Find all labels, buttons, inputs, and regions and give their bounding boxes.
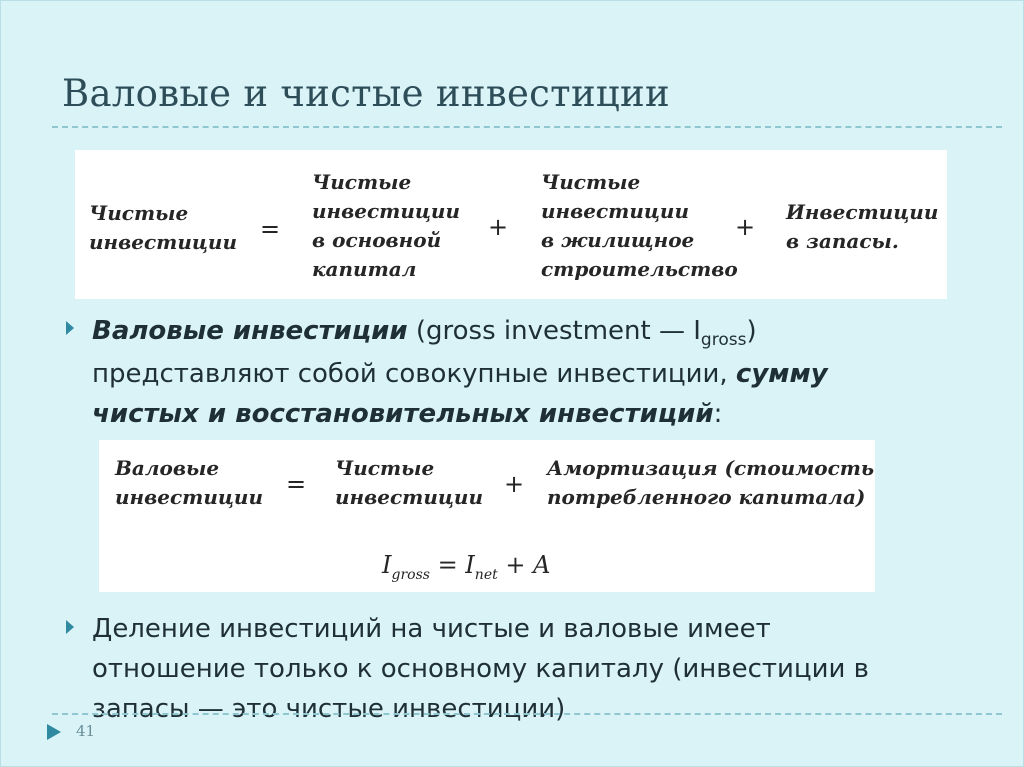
page-number: 41 bbox=[76, 722, 96, 740]
formula2-lhs: Валовые инвестиции bbox=[115, 456, 264, 509]
formula2-term-depreciation: Амортизация (стоимость потребленного капитала) bbox=[547, 456, 875, 509]
formula1-term-fixed-capital: Чистые инвестиции в основной капитал bbox=[312, 170, 461, 281]
formula2-symbolic-equation: $I_{gross} = I_{net} + A$ bbox=[382, 551, 551, 583]
formula1-term-inventory: Инвестиции в запасы. bbox=[786, 200, 939, 253]
net-investment-formula bbox=[75, 150, 947, 299]
investment-division-note: Деление инвестиций на чистые и валовые имеет отношение только к основному капиталу (инвестиции в запасы — это чистые инвестиции) bbox=[92, 614, 870, 724]
bullet-arrow-icon bbox=[66, 620, 74, 634]
formula1-equals: = bbox=[260, 215, 281, 243]
formula2-term-net: Чистые инвестиции bbox=[335, 456, 484, 509]
formula2-equals: = bbox=[286, 470, 307, 498]
formula1-lhs: Чистые инвестиции bbox=[89, 201, 238, 254]
formula1-plus-1: + bbox=[488, 213, 509, 241]
formula1-plus-2: + bbox=[735, 213, 756, 241]
gross-investment-definition: Валовые инвестиции (gross investment — $I_{gross}$) представляют собой совокупные инвестиции, сумму чистых и восстановительных инвестиций: bbox=[92, 316, 828, 429]
formula2-plus: + bbox=[504, 470, 525, 498]
bullet-arrow-icon bbox=[66, 321, 74, 335]
title-divider bbox=[52, 126, 1002, 128]
gross-investment-formula bbox=[99, 440, 875, 592]
slide-title: Валовые и чистые инвестиции bbox=[62, 72, 670, 115]
formula1-term-housing: Чистые инвестиции в жилищное строительство bbox=[541, 170, 738, 281]
footer-divider bbox=[52, 713, 1002, 715]
footer-arrow-icon bbox=[47, 724, 61, 740]
